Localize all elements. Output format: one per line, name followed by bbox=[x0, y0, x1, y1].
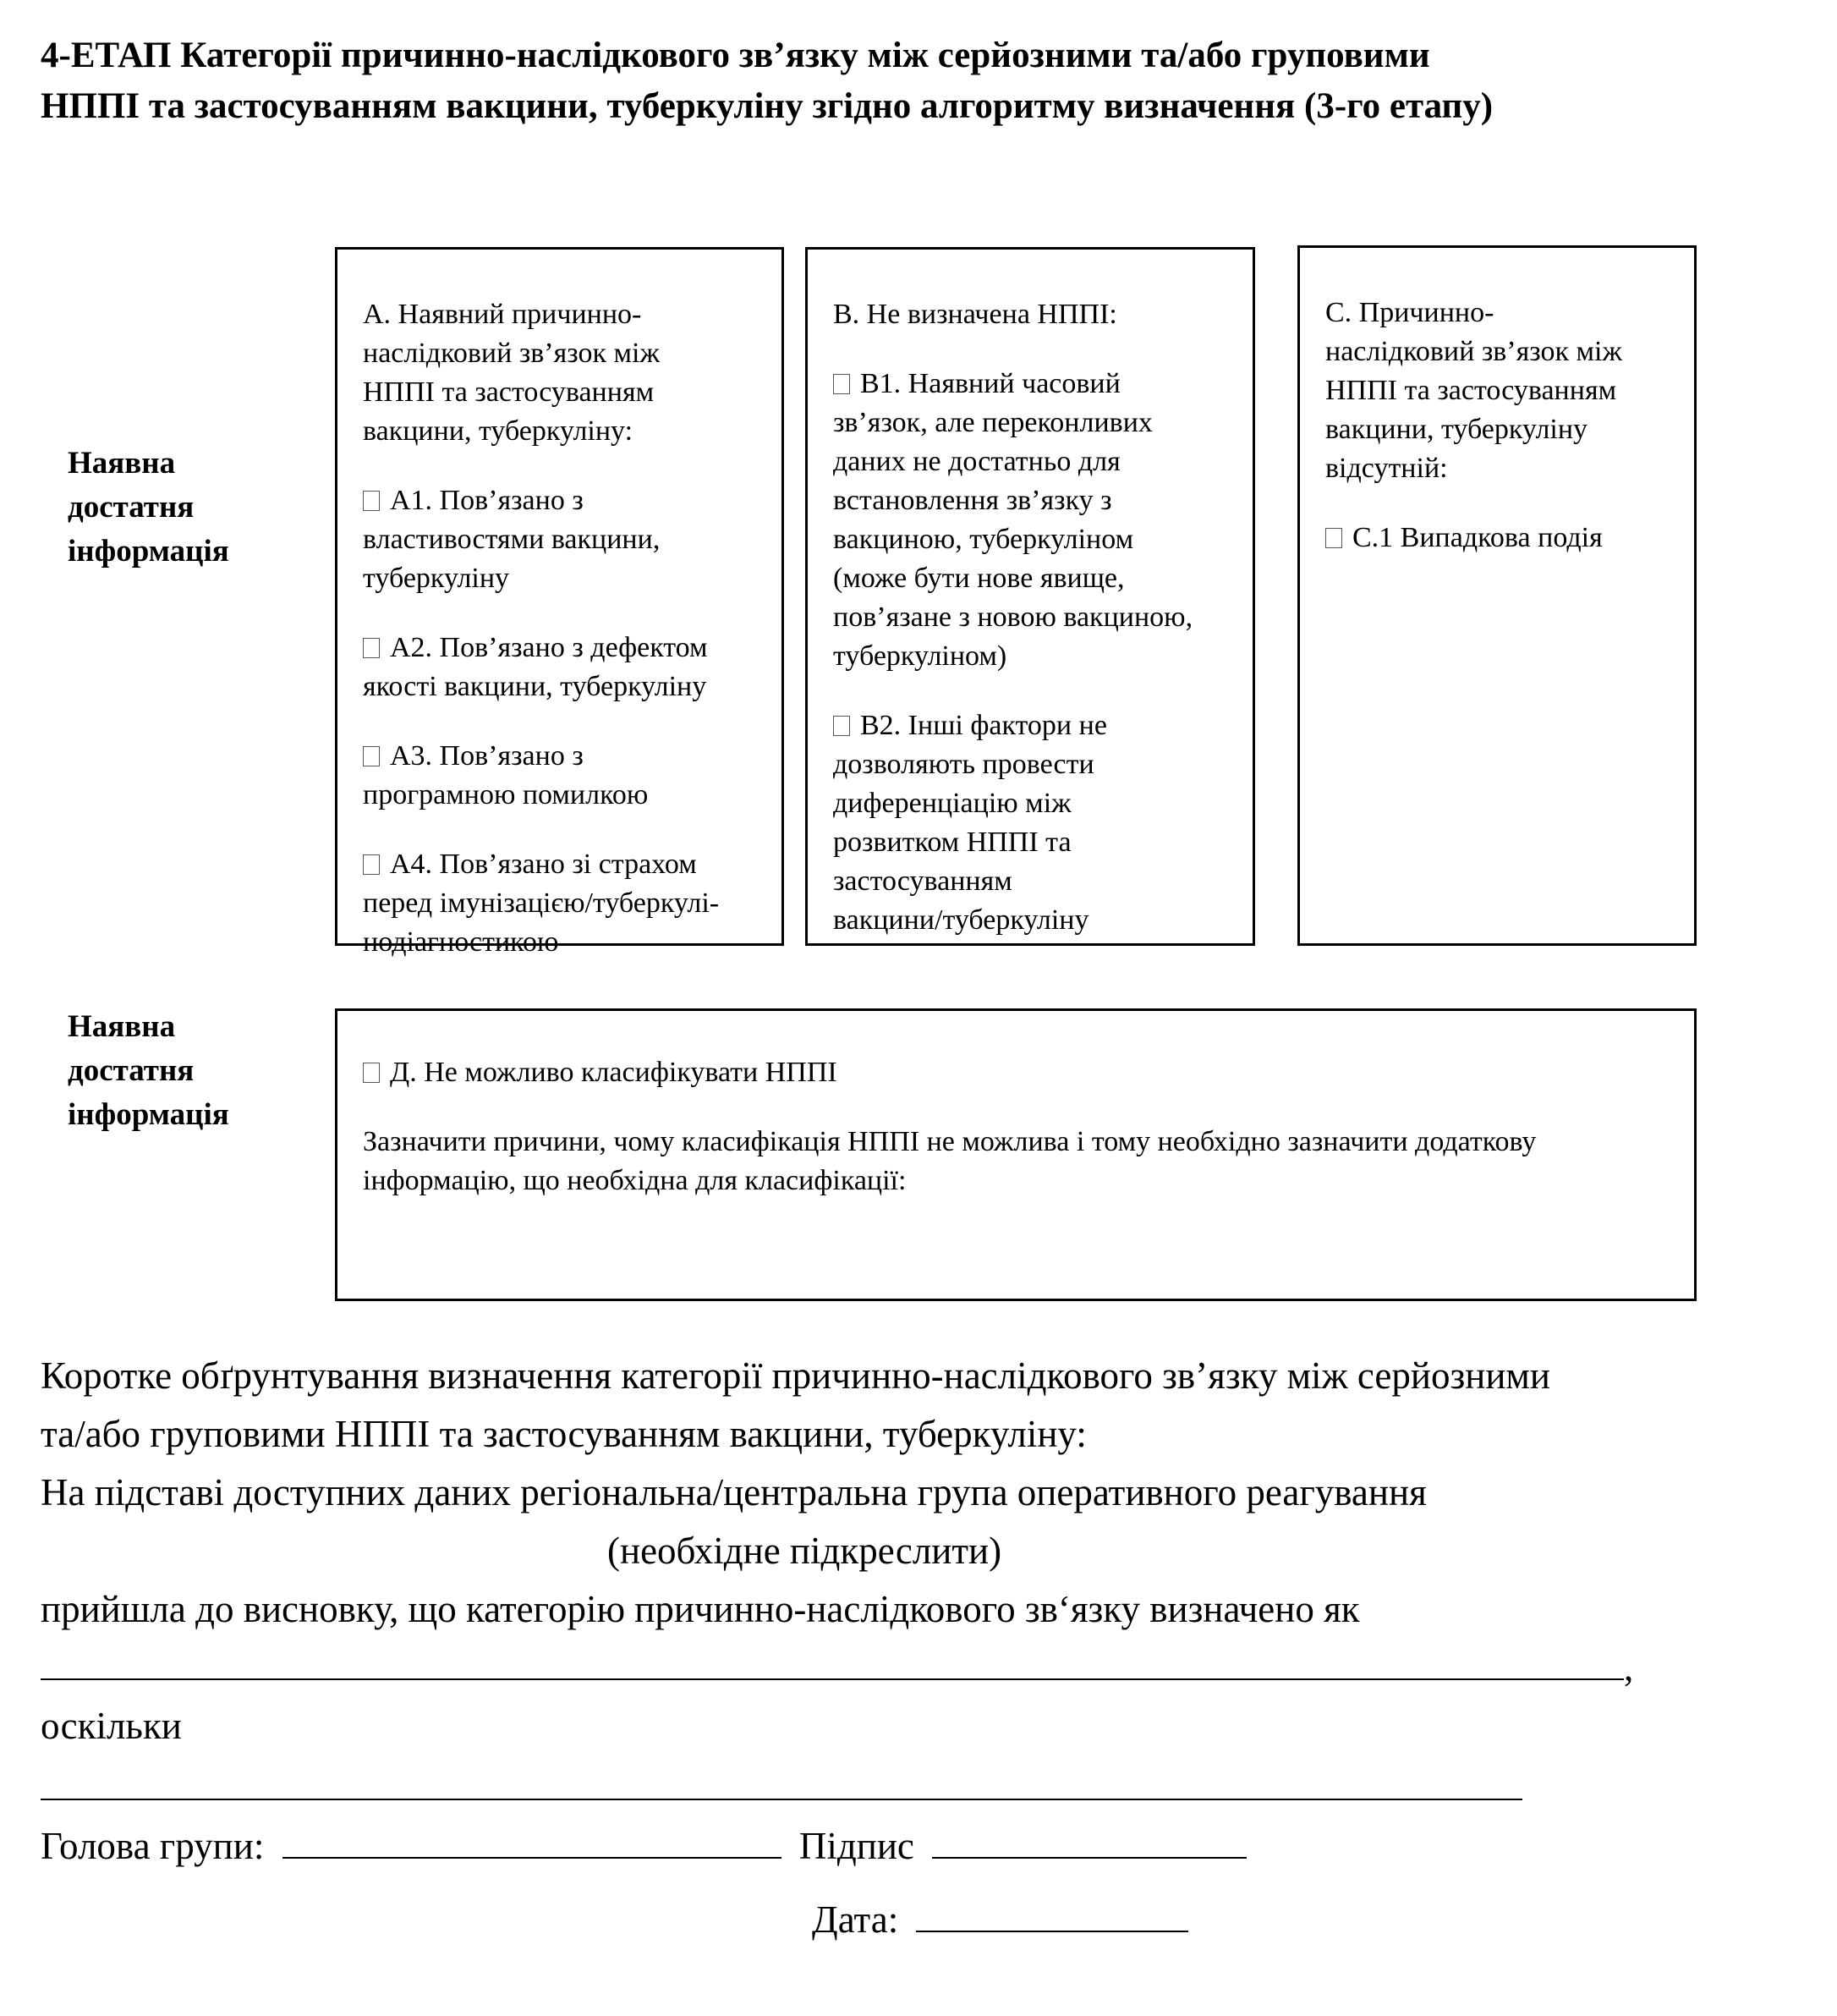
date-label: Дата: bbox=[812, 1898, 899, 1941]
signature-label: Підпис bbox=[798, 1825, 914, 1867]
because-label: оскільки bbox=[41, 1705, 182, 1747]
checkbox-b2[interactable] bbox=[833, 716, 850, 736]
date-input-line[interactable] bbox=[916, 1893, 1188, 1932]
checkbox-a3[interactable] bbox=[363, 746, 380, 766]
conclusion-line-1: Коротке обґрунтування визначення категорії причинно-наслідкового зв’язку між серйозними bbox=[41, 1354, 1550, 1397]
row-2-label-line-2: достатня bbox=[68, 1053, 195, 1088]
underline-instruction: (необхідне підкреслити) bbox=[607, 1530, 1002, 1572]
reason-input-line[interactable] bbox=[41, 1761, 1522, 1800]
date-row bbox=[41, 1891, 1808, 1949]
reason-fill-line bbox=[41, 1759, 1808, 1817]
checkbox-a1[interactable] bbox=[363, 491, 380, 511]
page-title bbox=[41, 30, 1800, 132]
row-1-label bbox=[68, 442, 229, 574]
category-b-box: В. Не визначена НППІ: В1. Наявний часовий зв’язок, але переконливих даних не достатньо для встановлення зв’язку з вакциною, туберкуліном (може бути нове явище, пов’язане з новою вакциною, туберкуліном) В2. Інші фактори не дозволяють провести диференціацію між розвитком НППІ та застосуванням вакцини/туберкуліну bbox=[805, 247, 1255, 946]
conclusion-line-3: На підставі доступних даних регіональна/центральна група оперативного реагування bbox=[41, 1471, 1427, 1513]
category-c-box: С. Причинно- наслідковий зв’язок між НППІ та застосуванням вакцини, туберкуліну відсутній: С.1 Випадкова подія bbox=[1297, 245, 1697, 946]
row-1-label-line-2: достатня bbox=[68, 490, 195, 525]
signature-input-line[interactable] bbox=[932, 1820, 1247, 1859]
signature-row bbox=[41, 1817, 1808, 1876]
conclusion-line-2: та/або груповими НППІ та застосуванням вакцини, туберкуліну: bbox=[41, 1413, 1087, 1455]
category-a-box: А. Наявний причинно- наслідковий зв’язок між НППІ та застосуванням вакцини, туберкуліну: А1. Пов’язано з властивостями вакцини, туберкуліну А2. Пов’язано з дефектом якості вакцини, туберкуліну А3. Пов’язано з програмною помилкою А4. Пов’язано зі страхом перед імунізацією/туберкулі- нодіагностикою bbox=[335, 247, 784, 946]
trailing-comma: , bbox=[1624, 1646, 1634, 1689]
checkbox-a4[interactable] bbox=[363, 854, 380, 875]
page-title-line-2: НППІ та застосуванням вакцини, туберкуліну згідно алгоритму визначення (3-го етапу) bbox=[41, 86, 1494, 126]
conclusion-section bbox=[41, 1347, 1808, 1949]
checkbox-d[interactable] bbox=[363, 1063, 380, 1083]
conclusion-line-5: прийшла до висновку, що категорію причинно-наслідкового зв‘язку визначено як bbox=[41, 1588, 1360, 1630]
category-d-box: Д. Не можливо класифікувати НППІ Зазначити причини, чому класифікація НППІ не можлива і тому необхідно зазначити додаткову інформацію, що необхідна для класифікації: bbox=[335, 1008, 1697, 1301]
page-title-line-1: 4-ЕТАП Категорії причинно-наслідкового зв’язку між серйозними та/або груповими bbox=[41, 36, 1430, 75]
head-of-group-input-line[interactable] bbox=[282, 1820, 781, 1859]
row-2-label-line-1: Наявна bbox=[68, 1009, 176, 1044]
category-fill-line bbox=[41, 1639, 1808, 1697]
row-1-label-line-3: інформація bbox=[68, 534, 229, 569]
checkbox-a2[interactable] bbox=[363, 638, 380, 658]
row-2-label bbox=[68, 1005, 229, 1137]
category-input-line[interactable] bbox=[41, 1641, 1624, 1680]
row-1-label-line-1: Наявна bbox=[68, 446, 176, 481]
checkbox-c1[interactable] bbox=[1325, 528, 1342, 548]
head-of-group-label: Голова групи: bbox=[41, 1825, 265, 1867]
row-2-label-line-3: інформація bbox=[68, 1097, 229, 1132]
checkbox-b1[interactable] bbox=[833, 374, 850, 394]
